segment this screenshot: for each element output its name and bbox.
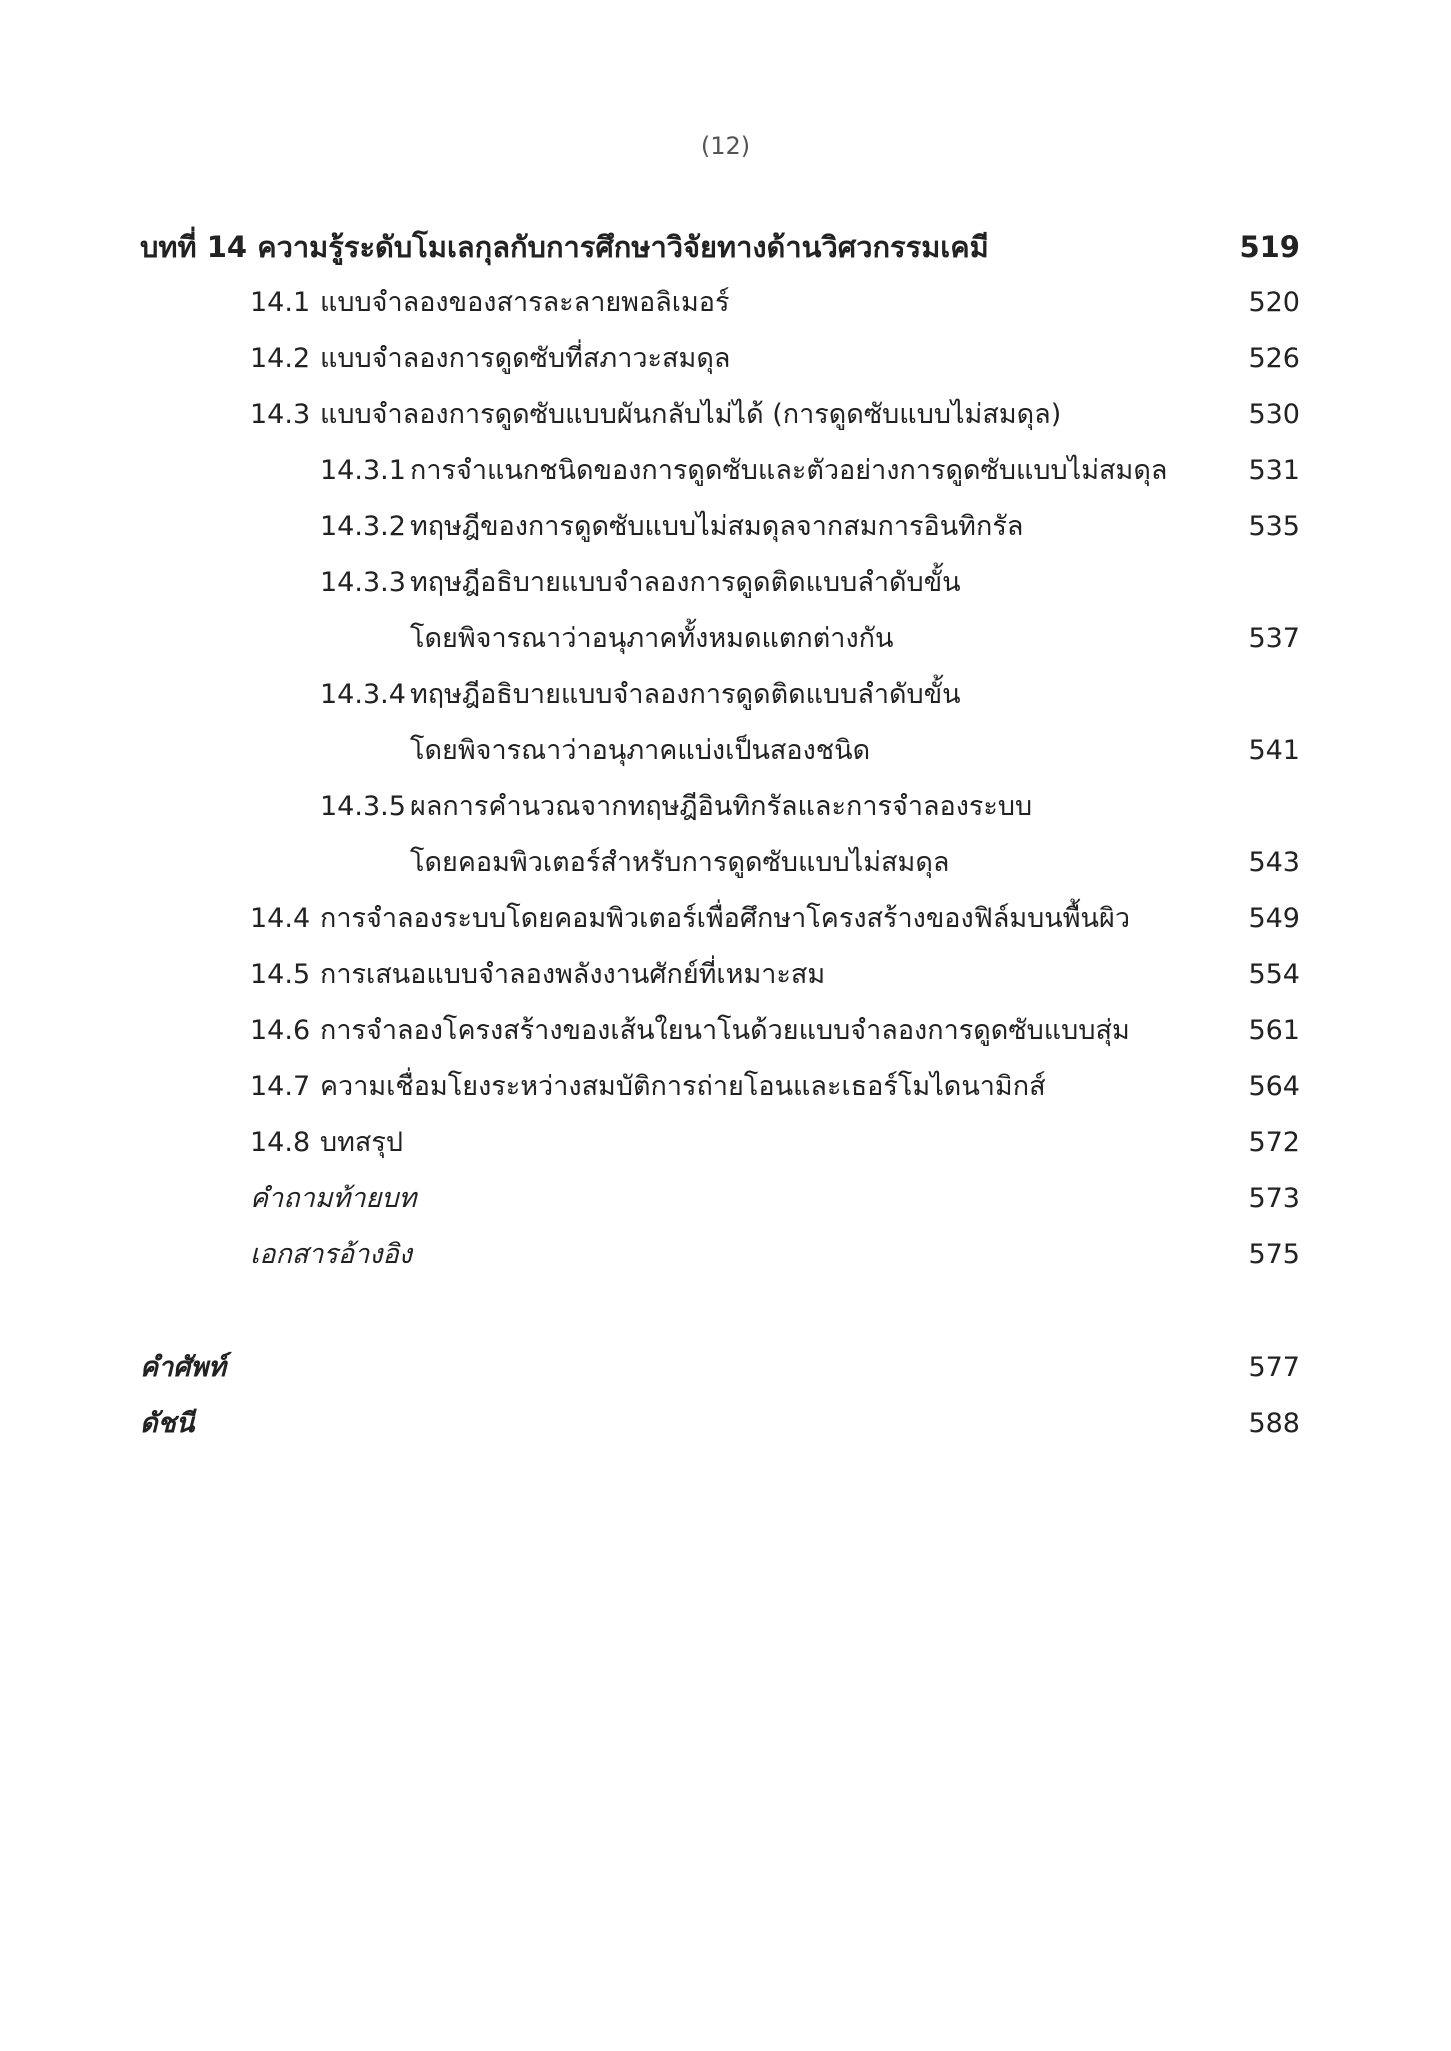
toc-entry-title: ผลการคำนวณจากทฤษฎีอินทิกรัลและการจำลองระบบ [410,791,1033,822]
toc-subentry [0,502,1451,552]
toc-entry-references [0,1230,1451,1280]
toc-entry-title-continued: โดยพิจารณาว่าอนุภาคทั้งหมดแตกต่างกัน [410,623,894,654]
toc-entry-title: คำถามท้ายบท [250,1183,417,1214]
toc-entry-title-continued: โดยพิจารณาว่าอนุภาคแบ่งเป็นสองชนิด [410,735,871,766]
toc-entry-title: ทฤษฎีอธิบายแบบจำลองการดูดติดแบบลำดับขั้น [410,567,961,598]
toc-entry-title: แบบจำลองการดูดซับที่สภาวะสมดุล [320,343,731,374]
toc-entry [0,1118,1451,1168]
toc-entry-page: 564 [1248,1071,1300,1102]
toc-entry-page: 554 [1248,959,1300,990]
toc-entry-number: 14.6 [250,1015,311,1046]
toc-entry-title: ความเชื่อมโยงระหว่างสมบัติการถ่ายโอนและเธอร์โมไดนามิกส์ [320,1071,1046,1102]
toc-subentry-continuation [0,838,1451,888]
toc-subentry [0,670,1451,720]
toc-entry-page: 543 [1248,847,1300,878]
toc-entry-page: 530 [1248,399,1300,430]
toc-subentry-continuation [0,614,1451,664]
toc-entry-page: 572 [1248,1127,1300,1158]
toc-entry-title: ดัชนี [140,1408,195,1439]
toc-entry-page: 575 [1248,1239,1300,1270]
toc-entry [0,390,1451,440]
toc-entry [0,950,1451,1000]
toc-subentry-continuation [0,726,1451,776]
toc-entry-page: 531 [1248,455,1300,486]
toc-entry-page: 577 [1248,1352,1300,1383]
toc-entry-page: 573 [1248,1183,1300,1214]
toc-entry-title: การจำลองระบบโดยคอมพิวเตอร์เพื่อศึกษาโครงสร้างของฟิล์มบนพื้นผิว [320,903,1130,934]
toc-entry-page: 526 [1248,343,1300,374]
toc-entry-page: 537 [1248,623,1300,654]
toc-entry-number: 14.4 [250,903,311,934]
toc-entry-number: 14.3.1 [320,455,406,486]
page-number: (12) [700,132,751,160]
chapter-title: ความรู้ระดับโมเลกุลกับการศึกษาวิจัยทางด้านวิศวกรรมเคมี [257,230,989,264]
chapter-page: 519 [1239,230,1300,264]
toc-entry-number: 14.3 [250,399,311,430]
toc-entry [0,1006,1451,1056]
toc-entry-title: ทฤษฎีอธิบายแบบจำลองการดูดติดแบบลำดับขั้น [410,679,961,710]
toc-entry-title: บทสรุป [320,1127,404,1158]
toc-entry-title: แบบจำลองการดูดซับแบบผันกลับไม่ได้ (การดูดซับแบบไม่สมดุล) [320,399,1062,430]
toc-subentry [0,446,1451,496]
toc-entry-questions [0,1174,1451,1224]
toc-entry [0,278,1451,328]
toc-entry-title: การจำลองโครงสร้างของเส้นใยนาโนด้วยแบบจำลองการดูดซับแบบสุ่ม [320,1015,1130,1046]
toc-entry-title: ทฤษฎีของการดูดซับแบบไม่สมดุลจากสมการอินทิกรัล [410,511,1024,542]
toc-entry-title: การจำแนกชนิดของการดูดซับและตัวอย่างการดูดซับแบบไม่สมดุล [410,455,1168,486]
toc-entry-number: 14.3.2 [320,511,406,542]
toc-entry-page: 549 [1248,903,1300,934]
toc-entry-number: 14.2 [250,343,311,374]
chapter-number: 14 [206,230,248,264]
toc-subentry [0,558,1451,608]
toc-entry-title: คำศัพท์ [140,1352,226,1383]
toc-entry-number: 14.8 [250,1127,311,1158]
toc-entry-number: 14.5 [250,959,311,990]
chapter-heading [0,222,1451,272]
toc-entry-title: เอกสารอ้างอิง [250,1239,412,1270]
toc-glossary [0,1343,1451,1393]
chapter-label: บทที่ [140,230,197,264]
toc-entry [0,894,1451,944]
toc-entry [0,1062,1451,1112]
toc-entry-page: 561 [1248,1015,1300,1046]
toc-entry-number: 14.1 [250,287,311,318]
toc-entry-page: 520 [1248,287,1300,318]
toc-entry-page: 588 [1248,1408,1300,1439]
toc-entry-number: 14.3.5 [320,791,406,822]
toc-entry-page: 535 [1248,511,1300,542]
toc-subentry [0,782,1451,832]
toc-entry-title: แบบจำลองของสารละลายพอลิเมอร์ [320,287,730,318]
toc-entry [0,334,1451,384]
toc-index [0,1399,1451,1449]
toc-entry-title: การเสนอแบบจำลองพลังงานศักย์ที่เหมาะสม [320,959,826,990]
toc-entry-number: 14.3.4 [320,679,406,710]
toc-entry-page: 541 [1248,735,1300,766]
toc-entry-number: 14.7 [250,1071,311,1102]
toc-entry-number: 14.3.3 [320,567,406,598]
toc-entry-title-continued: โดยคอมพิวเตอร์สำหรับการดูดซับแบบไม่สมดุล [410,847,950,878]
